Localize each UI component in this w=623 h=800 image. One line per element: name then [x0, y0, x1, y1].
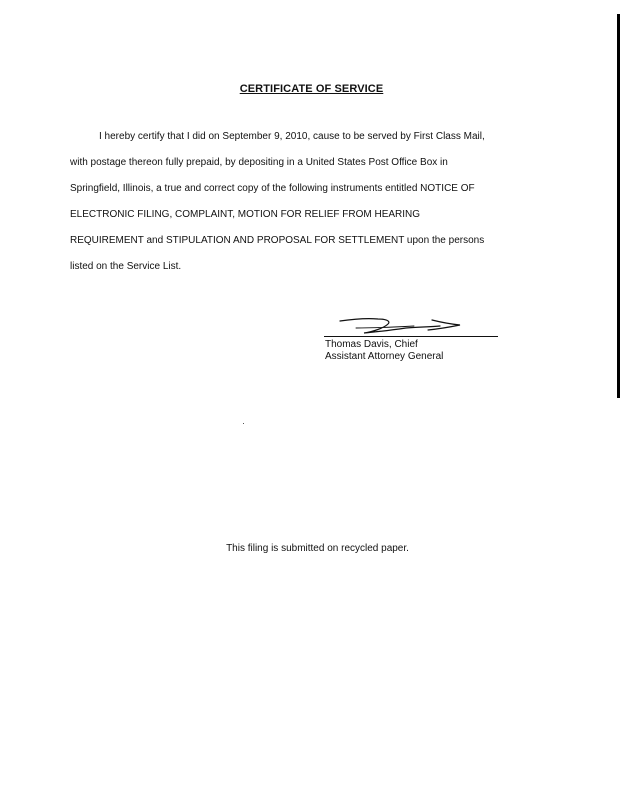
signature-line	[324, 336, 498, 337]
signer-role: Assistant Attorney General	[325, 351, 444, 362]
recycled-paper-note: This filing is submitted on recycled paper.	[226, 543, 409, 554]
handwritten-signature	[336, 311, 466, 337]
scan-edge-bar	[617, 14, 620, 398]
body-line: with postage thereon fully prepaid, by depositing in a United States Post Office Box in	[70, 157, 448, 168]
scan-speck	[243, 423, 244, 424]
body-line: ELECTRONIC FILING, COMPLAINT, MOTION FOR RELIEF FROM HEARING	[70, 209, 421, 220]
body-line: REQUIREMENT and STIPULATION AND PROPOSAL FOR SETTLEMENT upon the persons	[70, 235, 485, 246]
body-line: listed on the Service List.	[70, 261, 182, 272]
signer-block	[325, 339, 443, 363]
certificate-body	[70, 124, 548, 280]
body-line: I hereby certify that I did on September 9, 2010, cause to be served by First Class Mail,	[99, 131, 485, 142]
document-title: CERTIFICATE OF SERVICE	[239, 83, 384, 95]
signer-name: Thomas Davis, Chief	[325, 339, 418, 350]
body-line: Springfield, Illinois, a true and correct copy of the following instruments entitled NOTICE OF	[70, 183, 475, 194]
